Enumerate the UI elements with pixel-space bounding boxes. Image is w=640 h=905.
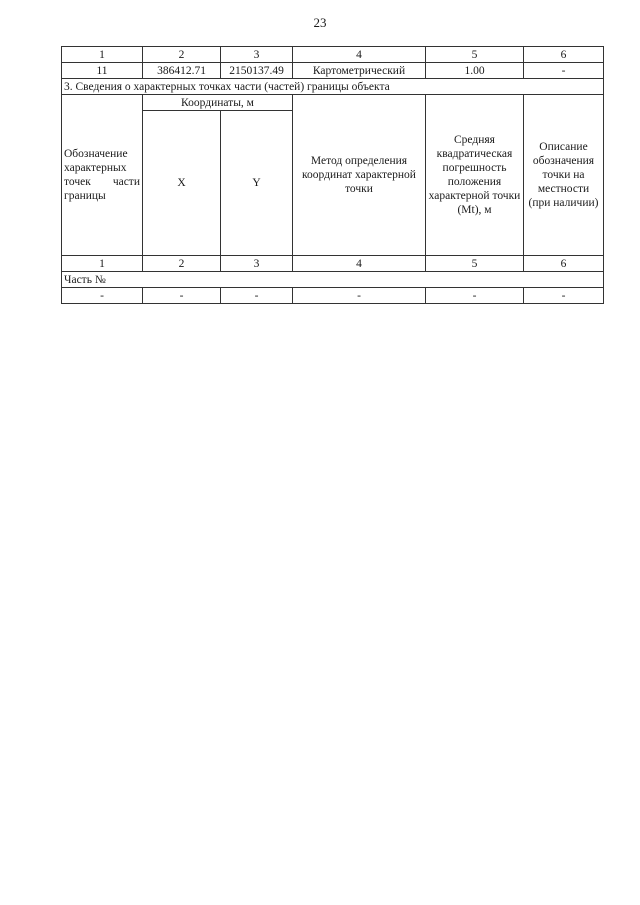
section3-col-number: 1 bbox=[62, 256, 143, 272]
x-header: X bbox=[143, 111, 221, 256]
table1-col-number: 2 bbox=[143, 47, 221, 63]
section3-col-number: 5 bbox=[426, 256, 524, 272]
table1-col-number: 6 bbox=[524, 47, 604, 63]
description-cell: - bbox=[524, 288, 604, 304]
section3-header-row-top bbox=[62, 95, 604, 111]
y-header: Y bbox=[221, 111, 293, 256]
description-cell: - bbox=[524, 63, 604, 79]
y-coordinate-cell: - bbox=[221, 288, 293, 304]
part-label: Часть № bbox=[62, 272, 604, 288]
point-id-cell: - bbox=[62, 288, 143, 304]
section3-col-number: 2 bbox=[143, 256, 221, 272]
coordinates-header: Координаты, м bbox=[143, 95, 293, 111]
table1-data-row bbox=[62, 63, 604, 79]
section3-title-row bbox=[62, 79, 604, 95]
section3-col-number: 3 bbox=[221, 256, 293, 272]
table1-col-number: 1 bbox=[62, 47, 143, 63]
page-number: 23 bbox=[313, 15, 327, 30]
x-coordinate-cell: - bbox=[143, 288, 221, 304]
boundary-points-table bbox=[61, 46, 604, 304]
designation-header: Обозначение характерных точек части границы bbox=[62, 95, 143, 256]
section3-col-number: 6 bbox=[524, 256, 604, 272]
method-cell: Картометрический bbox=[293, 63, 426, 79]
accuracy-cell: 1.00 bbox=[426, 63, 524, 79]
y-coordinate-cell: 2150137.49 bbox=[221, 63, 293, 79]
method-cell: - bbox=[293, 288, 426, 304]
section3-header-numbers-row bbox=[62, 256, 604, 272]
method-header: Метод определения координат характерной точки bbox=[293, 95, 426, 256]
description-header: Описание обозначения точки на местности (при наличии) bbox=[524, 95, 604, 256]
x-coordinate-cell: 386412.71 bbox=[143, 63, 221, 79]
table1-col-number: 3 bbox=[221, 47, 293, 63]
accuracy-header: Средняя квадратическая погрешность положения характерной точки (Mt), м bbox=[426, 95, 524, 256]
section3-data-row bbox=[62, 288, 604, 304]
table1-col-number: 5 bbox=[426, 47, 524, 63]
point-id-cell: 11 bbox=[62, 63, 143, 79]
table1-header-numbers-row bbox=[62, 47, 604, 63]
part-label-row bbox=[62, 272, 604, 288]
section3-col-number: 4 bbox=[293, 256, 426, 272]
table1-col-number: 4 bbox=[293, 47, 426, 63]
section3-title: 3. Сведения о характерных точках части (частей) границы объекта bbox=[62, 79, 604, 95]
accuracy-cell: - bbox=[426, 288, 524, 304]
